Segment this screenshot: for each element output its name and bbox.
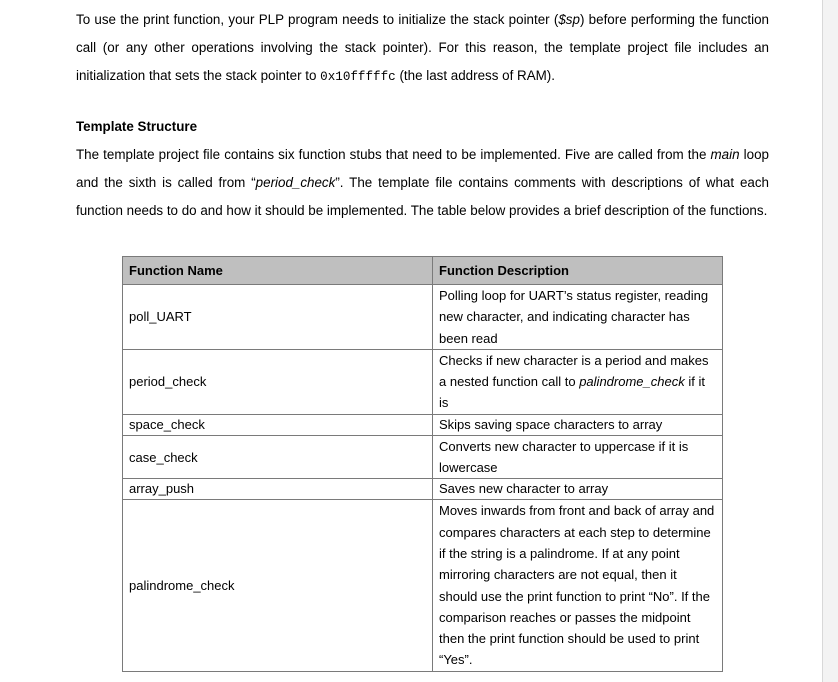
function-name-cell: array_push: [123, 479, 433, 500]
section-heading: Template Structure: [76, 119, 198, 134]
function-description-cell: Polling loop for UART’s status register, reading new character, and indicating character has been read: [433, 285, 723, 350]
table-row: [123, 435, 723, 479]
function-description-cell: Converts new character to uppercase if it is lowercase: [433, 435, 723, 479]
period-check-word: period_check: [255, 175, 336, 190]
function-name-cell: poll_UART: [123, 285, 433, 350]
section-text-3: ”. The template file contains comments with descriptions of what each function needs to do and how it should be implemented. The table below provides a brief description of the functions.: [76, 175, 769, 218]
header-function-description: Function Description: [433, 257, 723, 285]
function-name-cell: space_check: [123, 414, 433, 435]
header-function-name: Function Name: [123, 257, 433, 285]
function-description-cell: Skips saving space characters to array: [433, 414, 723, 435]
table-row: [123, 285, 723, 350]
table-row: [123, 479, 723, 500]
intro-text-2: ) before performing the function call (or any other operations involving the stack pointer). For this reason, the template project file includes an initialization that sets the stack pointer to: [76, 12, 769, 83]
description-italic-function: palindrome_check: [579, 374, 685, 390]
table-row: [123, 349, 723, 414]
function-name-cell: case_check: [123, 435, 433, 479]
intro-text-3: (the last address of RAM).: [395, 68, 555, 83]
intro-paragraph: [76, 6, 769, 91]
table-row: [123, 500, 723, 671]
section-text-1: The template project file contains six function stubs that need to be implemented. Five are called from the: [76, 147, 711, 162]
ram-address: 0x10fffffc: [320, 70, 396, 84]
table-header-row: [123, 257, 723, 285]
table-row: [123, 414, 723, 435]
function-description-cell: Moves inwards from front and back of array and compares characters at each step to determine if the string is a palindrome. If at any point mirroring characters are not equal, then it should use the print function to print “No”. If the comparison reaches or passes the midpoint then the print function should be used to print “Yes”.: [433, 500, 723, 671]
function-name-cell: palindrome_check: [123, 500, 433, 671]
function-description-cell: Saves new character to array: [433, 479, 723, 500]
description-text-end: if it is: [439, 374, 705, 411]
function-description-cell: [433, 349, 723, 414]
function-table: [122, 256, 723, 672]
main-word: main: [710, 147, 740, 162]
register-name: $sp: [558, 12, 580, 27]
intro-text-1: To use the print function, your PLP program needs to initialize the stack pointer (: [76, 12, 559, 27]
description-text: Checks if new character is a period and makes a nested function call to: [439, 352, 709, 390]
document-body: [76, 6, 769, 225]
section-paragraph: [76, 141, 769, 225]
function-name-cell: period_check: [123, 349, 433, 414]
section-text-2: loop and the sixth is called from “: [76, 147, 769, 190]
